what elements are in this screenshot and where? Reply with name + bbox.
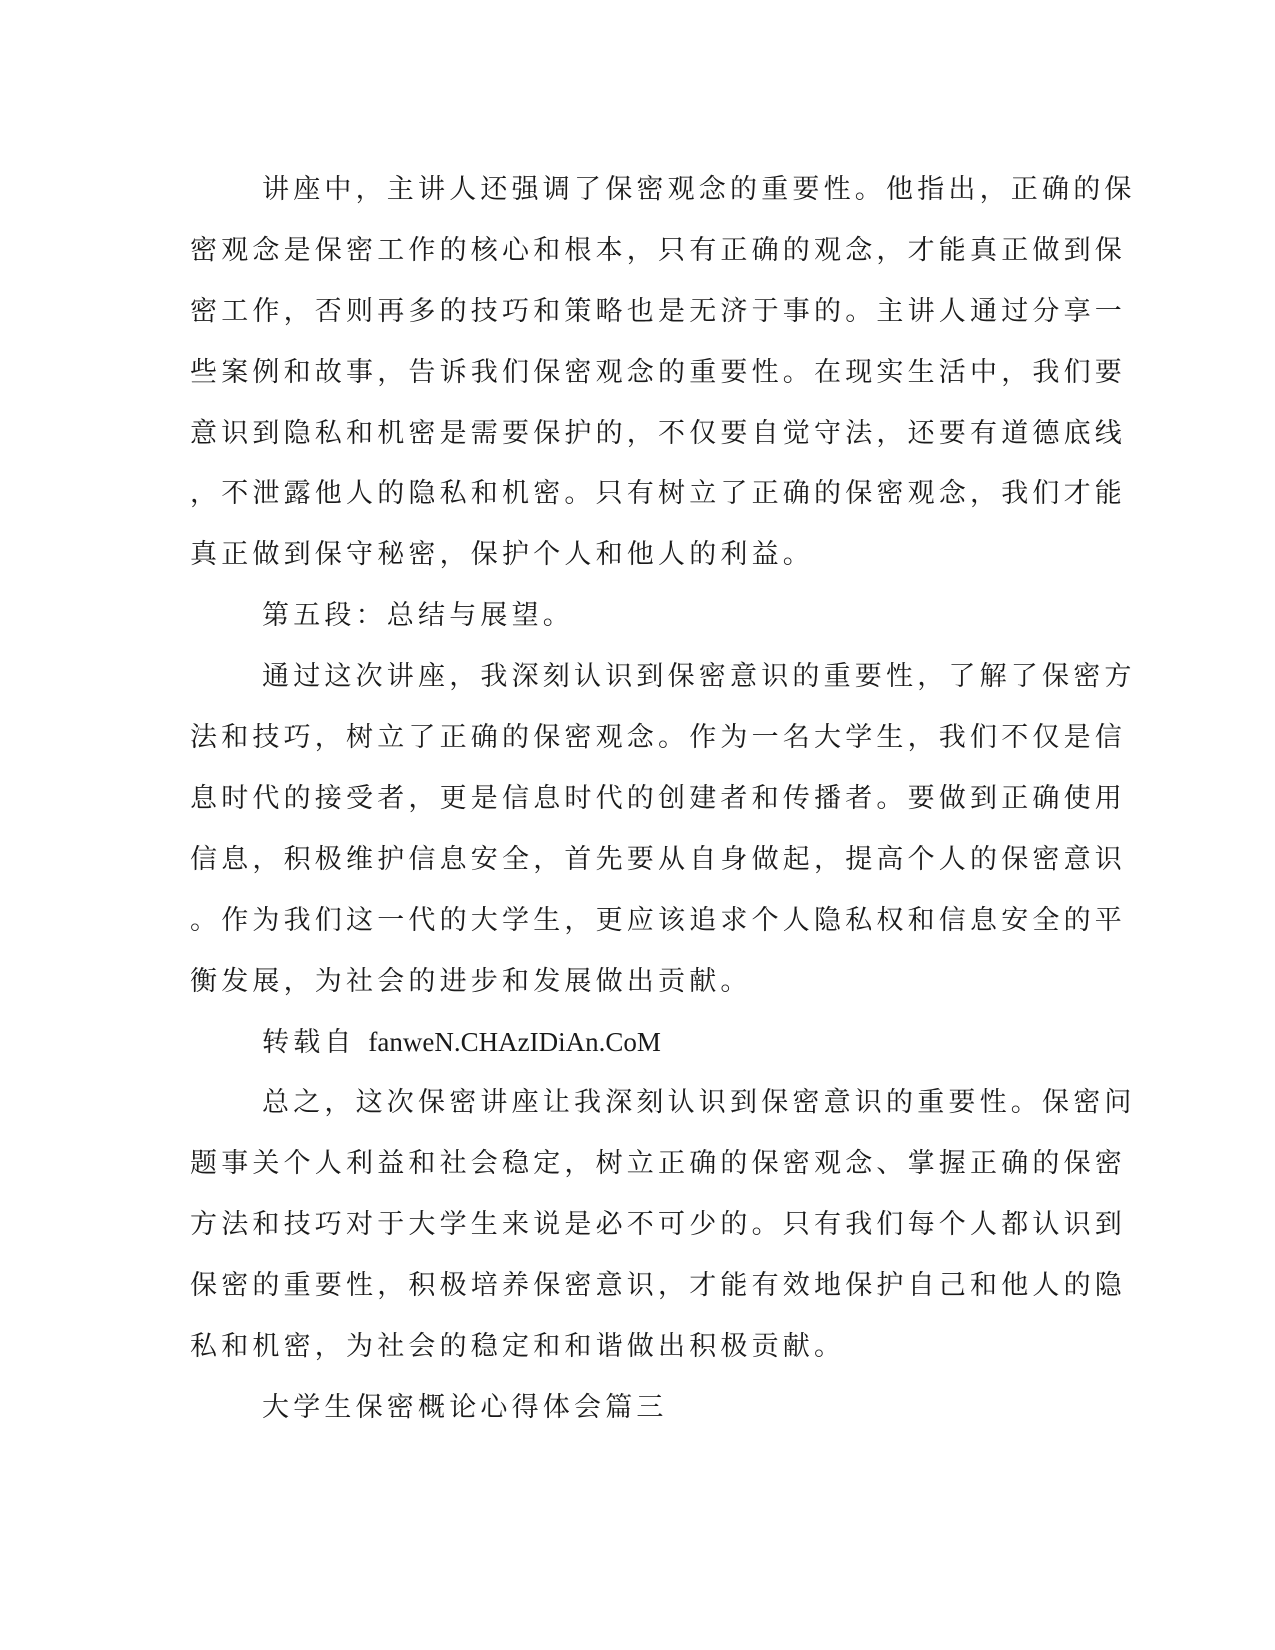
source-attribution <box>190 1012 1085 1073</box>
paragraph-line: 意识到隐私和机密是需要保护的，不仅要自觉守法，还要有道德底线 <box>190 417 1126 449</box>
paragraph-line: 题事关个人利益和社会稳定，树立正确的保密观念、掌握正确的保密 <box>190 1148 1126 1180</box>
paragraph-line: ，不泄露他人的隐私和机密。只有树立了正确的保密观念，我们才能 <box>190 478 1126 510</box>
section-heading-part-three <box>190 1378 1085 1439</box>
paragraph-line: 密工作，否则再多的技巧和策略也是无济于事的。主讲人通过分享一 <box>190 295 1126 327</box>
paragraph-line: 衡发展，为社会的进步和发展做出贡献。 <box>190 965 752 997</box>
paragraph-line: 保密的重要性，积极培养保密意识，才能有效地保护自己和他人的隐 <box>190 1270 1126 1302</box>
source-prefix: 转载自 <box>262 1027 369 1059</box>
paragraph-confidentiality-concept <box>190 160 1136 586</box>
paragraph-line: 通过这次讲座，我深刻认识到保密意识的重要性，了解了保密方 <box>262 661 1136 693</box>
paragraph-line: 真正做到保守秘密，保护个人和他人的利益。 <box>190 539 814 571</box>
section-heading-line: 第五段：总结与展望。 <box>262 600 574 632</box>
paragraph-line: 法和技巧，树立了正确的保密观念。作为一名大学生，我们不仅是信 <box>190 722 1126 754</box>
source-site: fanweN.CHAzIDiAn.CoM <box>368 1027 661 1058</box>
paragraph-line: 私和机密，为社会的稳定和和谐做出积极贡献。 <box>190 1330 846 1362</box>
paragraph-line: 讲座中，主讲人还强调了保密观念的重要性。他指出，正确的保 <box>262 174 1136 205</box>
paragraph-line: 息时代的接受者，更是信息时代的创建者和传播者。要做到正确使用 <box>190 782 1126 814</box>
paragraph-conclusion <box>190 1073 1136 1377</box>
paragraph-line: 密观念是保密工作的核心和根本，只有正确的观念，才能真正做到保 <box>190 234 1126 266</box>
paragraph-summary-outlook <box>190 647 1136 1012</box>
paragraph-line: 些案例和故事，告诉我们保密观念的重要性。在现实生活中，我们要 <box>190 356 1126 388</box>
paragraph-line: 信息，积极维护信息安全，首先要从自身做起，提高个人的保密意识 <box>190 843 1126 875</box>
document-body <box>190 160 1136 1439</box>
section-heading-line: 大学生保密概论心得体会篇三 <box>262 1391 668 1423</box>
paragraph-line: 。作为我们这一代的大学生，更应该追求个人隐私权和信息安全的平 <box>190 904 1126 936</box>
source-attribution-line <box>190 1012 1085 1073</box>
section-heading-part-five <box>190 586 1085 647</box>
paragraph-line: 方法和技巧对于大学生来说是必不可少的。只有我们每个人都认识到 <box>190 1209 1126 1241</box>
paragraph-line: 总之，这次保密讲座让我深刻认识到保密意识的重要性。保密问 <box>262 1087 1136 1119</box>
